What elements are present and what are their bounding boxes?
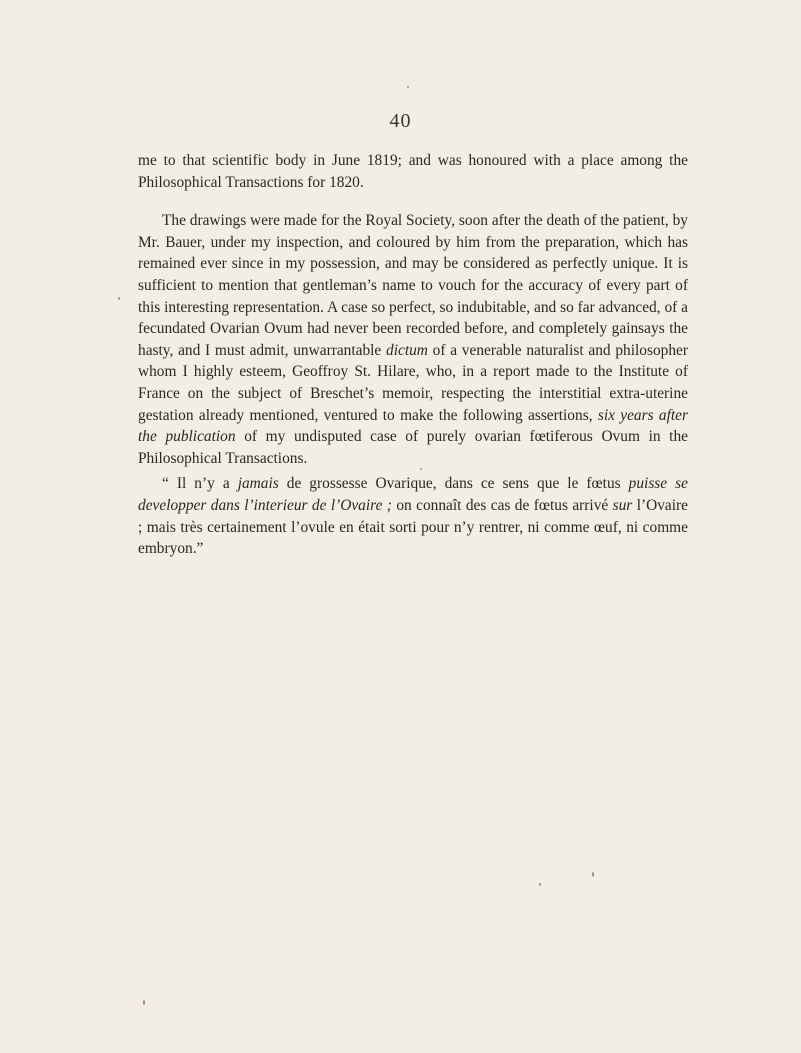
paragraph-2-italic-six-years: six years after the publication <box>138 406 688 446</box>
paragraph-2-text-a: The drawings were made for the Royal Society, soon after the death of the patient, by Mr. Bauer, under my inspection, and coloured by him from the preparation, which has remained ever since in my possession, and may be considered as perfectly unique. It is sufficient to mention that gentleman’s name to vouch for the accuracy of every part of this interesting representation. A case so perfect, so indubitable, and so far advanced, of a fecundated Ovarian Ovum had never been recorded before, and completely gainsays the hasty, and I must admit, unwarrantable <box>138 212 688 359</box>
paragraph-3-text-g: l’Ovaire ; mais très certainement l’ovule en était sorti pour n’y rentrer, ni comme œuf, ni comme embryon.” <box>138 496 688 558</box>
page-number: 40 <box>389 110 412 132</box>
paragraph-1 <box>138 150 688 193</box>
paragraph-2 <box>138 210 688 469</box>
paragraph-2-text-e: of my undisputed case of purely ovarian fœtiferous Ovum in the Philosophical Transactions. <box>138 428 688 467</box>
paragraph-3-italic-developper: puisse se developper dans l’interieur de l’Ovaire ; <box>138 475 688 514</box>
paragraph-3-text-c: de grossesse Ovarique, dans ce sens que le fœtus <box>278 475 629 493</box>
paper-speck <box>539 883 541 886</box>
paragraph-1-text: me to that scientific body in June 1819; and was honoured with a place among the Philosophical Transactions for 1820. <box>138 152 688 191</box>
paragraph-3-quotation <box>138 473 688 559</box>
paper-speck <box>407 86 409 88</box>
paper-speck <box>592 872 594 877</box>
paragraph-2-italic-dictum: dictum <box>386 341 428 359</box>
paragraph-3-italic-sur: sur <box>612 496 633 514</box>
paper-speck <box>143 1000 145 1005</box>
paragraph-3-text-a: “ Il n’y a <box>162 475 238 493</box>
paper-speck <box>118 297 120 300</box>
paragraph-3-italic-jamais: jamais <box>237 475 279 493</box>
paragraph-3-text-e: on connaît des cas de fœtus arrivé <box>391 496 613 514</box>
body-text <box>138 150 688 560</box>
paragraph-2-text-c: of a venerable naturalist and philosopher whom I highly esteem, Geoffroy St. Hilare, who, in a report made to the Institute of France on the subject of Breschet’s memoir, respecting the interstitial extra-uterine gestation already mentioned, ventured to make the following assertions, <box>138 341 689 424</box>
paper-speck <box>420 468 422 470</box>
